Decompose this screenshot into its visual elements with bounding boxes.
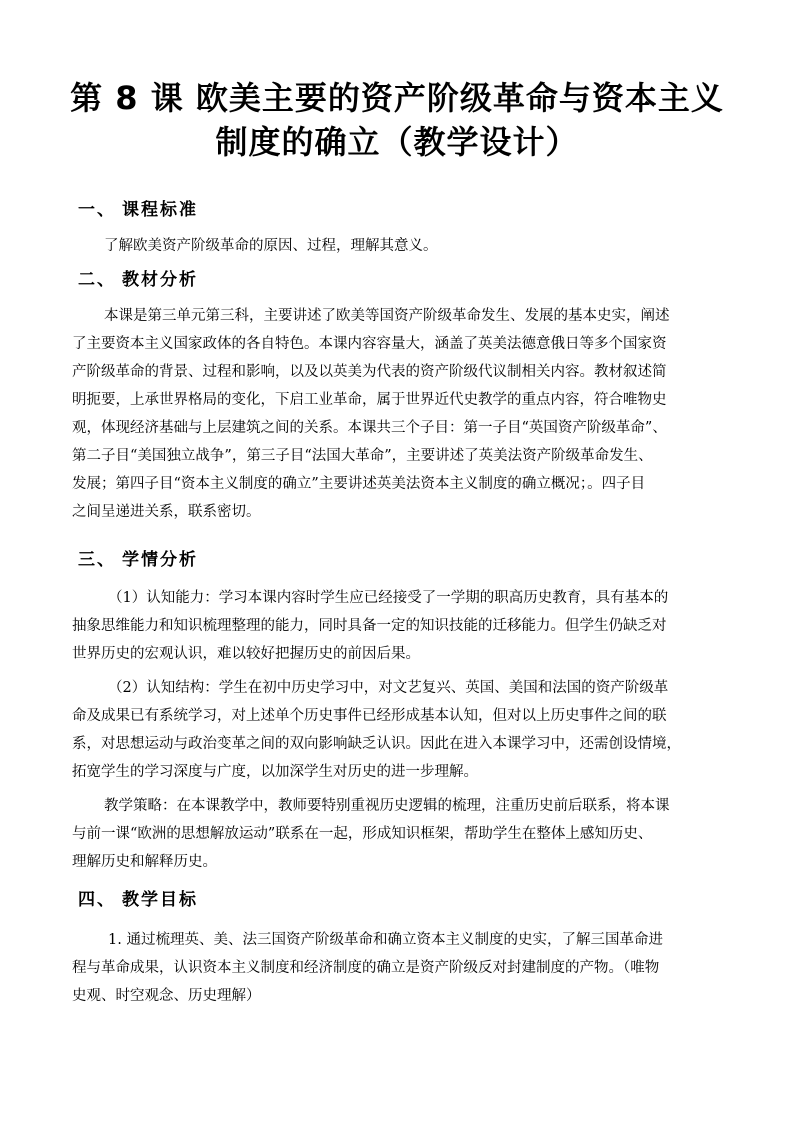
section-number: 一、 bbox=[78, 200, 116, 220]
document-title-line-1: 第 8 课 欧美主要的资产阶级革命与资本主义 bbox=[70, 79, 724, 117]
section-number: 四、 bbox=[78, 890, 116, 910]
paragraph-cognitive-ability bbox=[72, 584, 728, 668]
text-line: 世界历史的宏观认识，难以较好把握历史的前因后果。 bbox=[72, 646, 420, 662]
paragraph-textbook-analysis bbox=[72, 302, 728, 526]
section-heading-textbook-analysis bbox=[78, 268, 198, 292]
section-title: 课程标准 bbox=[122, 200, 198, 220]
text-line: 了解欧美资产阶级革命的原因、过程，理解其意义。 bbox=[104, 238, 438, 254]
section-title: 教材分析 bbox=[122, 270, 198, 290]
paragraph-teaching-strategy bbox=[72, 792, 728, 876]
text-line: 1. 通过梳理英、美、法三国资产阶级革命和确立资本主义制度的史实，了解三国革命进 bbox=[108, 932, 663, 948]
text-line: （2）认知结构：学生在初中历史学习中，对文艺复兴、英国、美国和法国的资产阶级革 bbox=[108, 680, 669, 696]
text-line: 明扼要，上承世界格局的变化，下启工业革命，属于世界近代史教学的重点内容，符合唯物史 bbox=[72, 392, 667, 408]
text-line: 教学策略：在本课教学中，教师要特别重视历史逻辑的梳理，注重历史前后联系，将本课 bbox=[104, 798, 670, 814]
text-line: 理解历史和解释历史。 bbox=[72, 854, 217, 870]
section-number: 二、 bbox=[78, 270, 116, 290]
text-line: 之间呈递进关系，联系密切。 bbox=[72, 504, 261, 520]
section-number: 三、 bbox=[78, 550, 116, 570]
section-heading-curriculum-standard bbox=[78, 198, 198, 222]
document-title-line-2: 制度的确立（教学设计） bbox=[215, 123, 579, 161]
paragraph-objective-1 bbox=[72, 926, 728, 1010]
section-title: 教学目标 bbox=[122, 890, 198, 910]
text-line: 发展；第四子目“资本主义制度的确立”主要讲述英美法资本主义制度的确立概况；。四子目 bbox=[72, 476, 646, 492]
text-line: 拓宽学生的学习深度与广度，以加深学生对历史的进一步理解。 bbox=[72, 764, 478, 780]
section-heading-teaching-objectives bbox=[78, 888, 198, 912]
text-line: 系，对思想运动与政治变革之间的双向影响缺乏认识。因此在进入本课学习中，还需创设情境， bbox=[72, 736, 681, 752]
text-line: 程与革命成果，认识资本主义制度和经济制度的确立是资产阶级反对封建制度的产物。（唯物 bbox=[72, 960, 660, 976]
text-line: 观，体现经济基础与上层建筑之间的关系。本课共三个子目：第一子目“英国资产阶级革命”、 bbox=[72, 420, 667, 436]
text-line: 本课是第三单元第三科，主要讲述了欧美等国资产阶级革命发生、发展的基本史实，阐述 bbox=[104, 308, 670, 324]
text-line: 了主要资本主义国家政体的各自特色。本课内容容量大，涵盖了英美法德意俄日等多个国家资 bbox=[72, 336, 667, 352]
text-line: 命及成果已有系统学习，对上述单个历史事件已经形成基本认知，但对以上历史事件之间的联 bbox=[72, 708, 667, 724]
text-line: 与前一课“欧洲的思想解放运动”联系在一起，形成知识框架，帮助学生在整体上感知历史、 bbox=[72, 826, 653, 842]
text-line: 产阶级革命的背景、过程和影响，以及以英美为代表的资产阶级代议制相关内容。教材叙述简 bbox=[72, 364, 667, 380]
text-line: 史观、时空观念、历史理解） bbox=[72, 988, 261, 1004]
text-line: 抽象思维能力和知识梳理整理的能力，同时具备一定的知识技能的迁移能力。但学生仍缺乏对 bbox=[72, 618, 667, 634]
section-heading-learner-analysis bbox=[78, 548, 198, 572]
text-line: 第二子目“美国独立战争”，第三子目“法国大革命”，主要讲述了英美法资产阶级革命发生、 bbox=[72, 448, 653, 464]
section-title: 学情分析 bbox=[122, 550, 198, 570]
paragraph-cognitive-structure bbox=[72, 674, 728, 786]
paragraph-curriculum-standard bbox=[72, 232, 728, 260]
text-line: （1）认知能力：学习本课内容时学生应已经接受了一学期的职高历史教育，具有基本的 bbox=[108, 590, 669, 606]
